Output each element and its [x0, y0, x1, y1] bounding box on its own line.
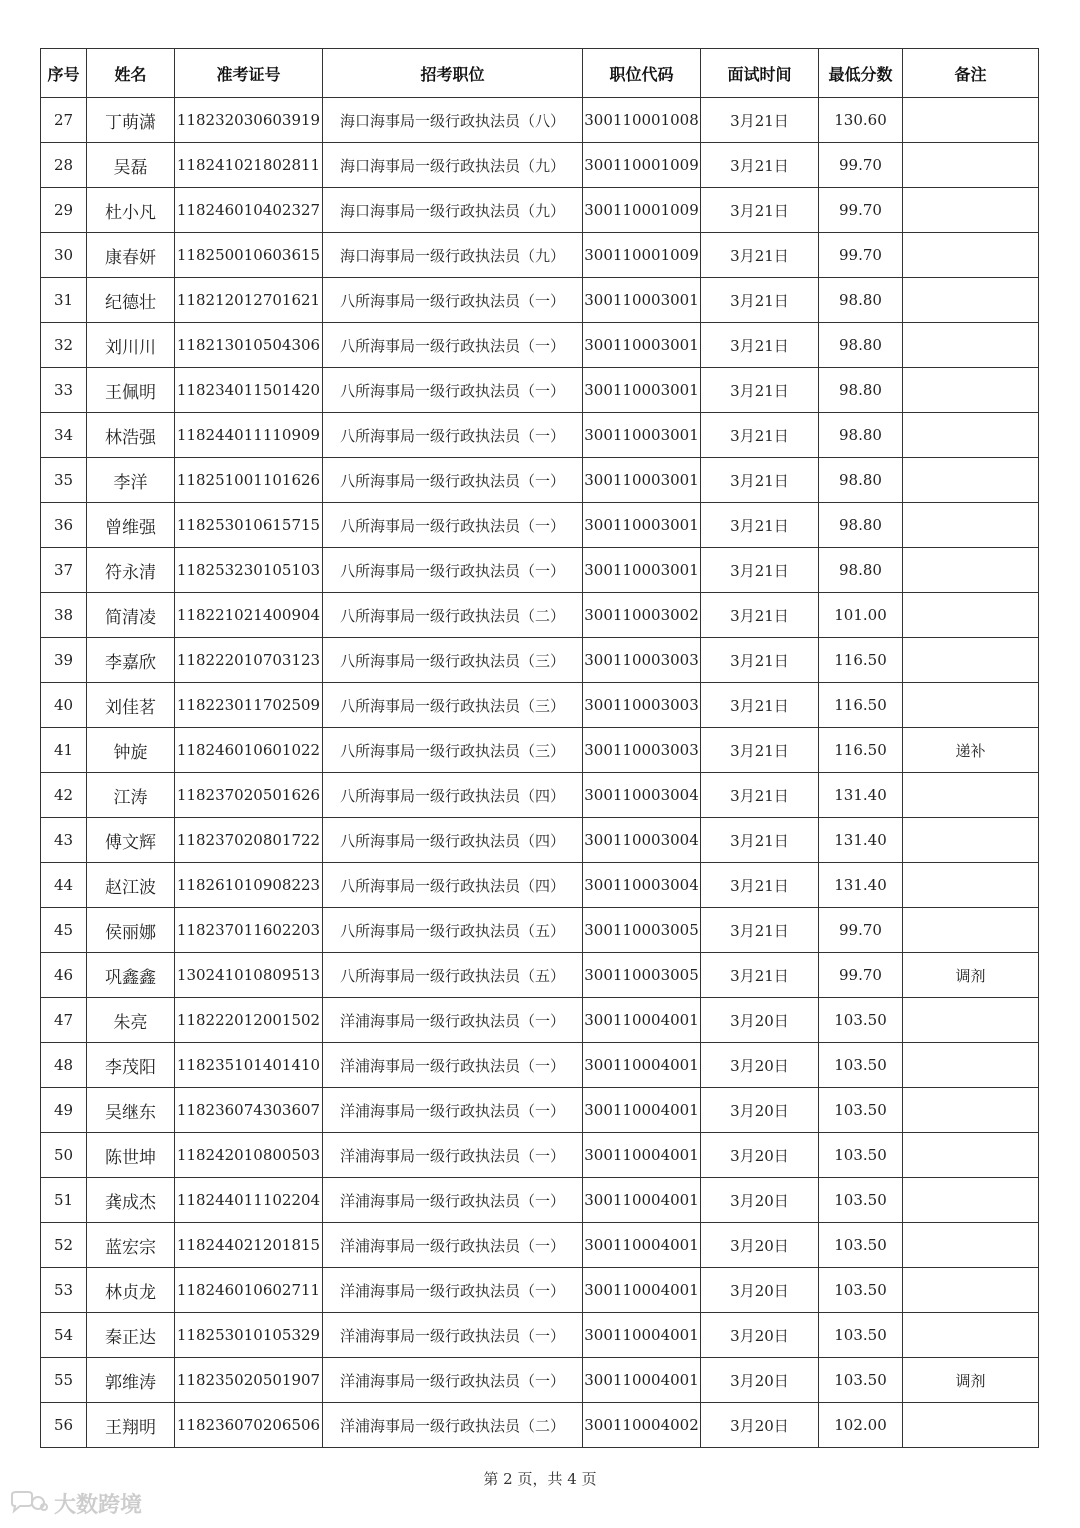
cell-position: 八所海事局一级行政执法员（三）	[323, 638, 583, 683]
cell-name: 刘佳茗	[87, 683, 175, 728]
cell-seq: 28	[41, 143, 87, 188]
cell-remarks	[903, 1178, 1039, 1223]
cell-interview-time: 3月21日	[701, 773, 819, 818]
cell-seq: 47	[41, 998, 87, 1043]
cell-seq: 33	[41, 368, 87, 413]
cell-position: 洋浦海事局一级行政执法员（一）	[323, 1178, 583, 1223]
cell-position: 海口海事局一级行政执法员（九）	[323, 233, 583, 278]
cell-interview-time: 3月21日	[701, 863, 819, 908]
cell-position: 八所海事局一级行政执法员（一）	[323, 503, 583, 548]
cell-remarks	[903, 998, 1039, 1043]
watermark	[8, 1488, 142, 1519]
header-min-score: 最低分数	[819, 49, 903, 98]
cell-seq: 31	[41, 278, 87, 323]
table-body	[41, 98, 1039, 1448]
cell-position-code: 300110003001	[583, 413, 701, 458]
cell-min-score: 99.70	[819, 143, 903, 188]
cell-position: 洋浦海事局一级行政执法员（一）	[323, 1088, 583, 1133]
cell-interview-time: 3月21日	[701, 503, 819, 548]
cell-position: 八所海事局一级行政执法员（五）	[323, 908, 583, 953]
cell-seq: 30	[41, 233, 87, 278]
cell-seq: 50	[41, 1133, 87, 1178]
cell-position-code: 300110003001	[583, 503, 701, 548]
cell-name: 钟旋	[87, 728, 175, 773]
header-exam-id: 准考证号	[175, 49, 323, 98]
cell-position-code: 300110003001	[583, 458, 701, 503]
cell-exam-id: 118213010504306	[175, 323, 323, 368]
cell-seq: 27	[41, 98, 87, 143]
watermark-text: 大数跨境	[54, 1493, 143, 1518]
cell-min-score: 98.80	[819, 368, 903, 413]
table-row	[41, 953, 1039, 998]
cell-min-score: 103.50	[819, 998, 903, 1043]
page-footer: 第 2 页，共 4 页	[483, 1470, 597, 1488]
cell-position-code: 300110003003	[583, 728, 701, 773]
cell-seq: 49	[41, 1088, 87, 1133]
cell-exam-id: 118235020501907	[175, 1358, 323, 1403]
cell-remarks	[903, 1223, 1039, 1268]
cell-exam-id: 118234011501420	[175, 368, 323, 413]
table-row	[41, 1178, 1039, 1223]
cell-min-score: 98.80	[819, 278, 903, 323]
table-row	[41, 233, 1039, 278]
cell-position: 洋浦海事局一级行政执法员（一）	[323, 1223, 583, 1268]
cell-remarks	[903, 188, 1039, 233]
cell-min-score: 103.50	[819, 1088, 903, 1133]
table-row	[41, 278, 1039, 323]
cell-position: 洋浦海事局一级行政执法员（一）	[323, 1313, 583, 1358]
cell-position-code: 300110004001	[583, 1178, 701, 1223]
cell-interview-time: 3月21日	[701, 638, 819, 683]
cell-position: 八所海事局一级行政执法员（一）	[323, 413, 583, 458]
table-row	[41, 368, 1039, 413]
cell-remarks	[903, 143, 1039, 188]
cell-interview-time: 3月20日	[701, 1268, 819, 1313]
table-row	[41, 683, 1039, 728]
cell-position-code: 300110004001	[583, 1133, 701, 1178]
cell-seq: 44	[41, 863, 87, 908]
cell-remarks	[903, 593, 1039, 638]
cell-exam-id: 118244011102204	[175, 1178, 323, 1223]
cell-interview-time: 3月21日	[701, 98, 819, 143]
table-row	[41, 593, 1039, 638]
cell-min-score: 116.50	[819, 638, 903, 683]
cell-min-score: 98.80	[819, 323, 903, 368]
cell-remarks	[903, 458, 1039, 503]
table-row	[41, 818, 1039, 863]
cell-interview-time: 3月21日	[701, 143, 819, 188]
cell-position-code: 300110004002	[583, 1403, 701, 1448]
cell-name: 纪德壮	[87, 278, 175, 323]
cell-seq: 29	[41, 188, 87, 233]
cell-exam-id: 118235101401410	[175, 1043, 323, 1088]
cell-exam-id: 118244011110909	[175, 413, 323, 458]
cell-interview-time: 3月21日	[701, 908, 819, 953]
cell-name: 王翔明	[87, 1403, 175, 1448]
table-row	[41, 728, 1039, 773]
cell-remarks	[903, 1043, 1039, 1088]
cell-min-score: 98.80	[819, 458, 903, 503]
cell-name: 蓝宏宗	[87, 1223, 175, 1268]
cell-seq: 51	[41, 1178, 87, 1223]
cell-name: 林浩强	[87, 413, 175, 458]
table-row	[41, 413, 1039, 458]
cell-remarks	[903, 773, 1039, 818]
cell-min-score: 102.00	[819, 1403, 903, 1448]
table-row	[41, 143, 1039, 188]
cell-position-code: 300110003001	[583, 278, 701, 323]
cell-seq: 38	[41, 593, 87, 638]
cell-exam-id: 118253010615715	[175, 503, 323, 548]
cell-min-score: 131.40	[819, 773, 903, 818]
cell-min-score: 99.70	[819, 188, 903, 233]
cell-seq: 48	[41, 1043, 87, 1088]
cell-name: 龚成杰	[87, 1178, 175, 1223]
table-row	[41, 1268, 1039, 1313]
cell-min-score: 131.40	[819, 818, 903, 863]
cell-position-code: 300110001009	[583, 233, 701, 278]
cell-remarks	[903, 863, 1039, 908]
cell-min-score: 131.40	[819, 863, 903, 908]
table-row	[41, 503, 1039, 548]
cell-exam-id: 118246010601022	[175, 728, 323, 773]
cell-name: 秦正达	[87, 1313, 175, 1358]
cell-seq: 43	[41, 818, 87, 863]
header-remarks: 备注	[903, 49, 1039, 98]
cell-name: 林贞龙	[87, 1268, 175, 1313]
cell-exam-id: 118236074303607	[175, 1088, 323, 1133]
cell-remarks: 递补	[903, 728, 1039, 773]
cell-position-code: 300110003001	[583, 323, 701, 368]
table-row	[41, 1358, 1039, 1403]
table-row	[41, 863, 1039, 908]
cell-seq: 40	[41, 683, 87, 728]
cell-position: 八所海事局一级行政执法员（一）	[323, 368, 583, 413]
cell-interview-time: 3月20日	[701, 1088, 819, 1133]
cell-name: 李洋	[87, 458, 175, 503]
cell-position-code: 300110001009	[583, 143, 701, 188]
cell-position: 八所海事局一级行政执法员（四）	[323, 863, 583, 908]
table-row	[41, 908, 1039, 953]
cell-min-score: 103.50	[819, 1268, 903, 1313]
table-header-row	[41, 49, 1039, 98]
cell-name: 傅文辉	[87, 818, 175, 863]
cell-remarks	[903, 233, 1039, 278]
cell-exam-id: 118221021400904	[175, 593, 323, 638]
cell-position-code: 300110003001	[583, 368, 701, 413]
chat-bubble-logo-icon	[8, 1491, 48, 1517]
header-interview-time: 面试时间	[701, 49, 819, 98]
cell-interview-time: 3月20日	[701, 1133, 819, 1178]
cell-name: 康春妍	[87, 233, 175, 278]
cell-remarks	[903, 1268, 1039, 1313]
cell-interview-time: 3月20日	[701, 1178, 819, 1223]
cell-exam-id: 118246010402327	[175, 188, 323, 233]
cell-exam-id: 130241010809513	[175, 953, 323, 998]
cell-min-score: 101.00	[819, 593, 903, 638]
cell-exam-id: 118223011702509	[175, 683, 323, 728]
cell-name: 侯丽娜	[87, 908, 175, 953]
cell-remarks: 调剂	[903, 953, 1039, 998]
cell-interview-time: 3月21日	[701, 548, 819, 593]
cell-exam-id: 118212012701621	[175, 278, 323, 323]
cell-name: 陈世坤	[87, 1133, 175, 1178]
cell-name: 郭维涛	[87, 1358, 175, 1403]
cell-remarks	[903, 1133, 1039, 1178]
cell-exam-id: 118261010908223	[175, 863, 323, 908]
cell-min-score: 103.50	[819, 1358, 903, 1403]
cell-position-code: 300110003003	[583, 638, 701, 683]
cell-exam-id: 118236070206506	[175, 1403, 323, 1448]
table-row	[41, 1223, 1039, 1268]
cell-seq: 52	[41, 1223, 87, 1268]
cell-exam-id: 118250010603615	[175, 233, 323, 278]
cell-interview-time: 3月21日	[701, 233, 819, 278]
cell-position: 八所海事局一级行政执法员（五）	[323, 953, 583, 998]
table-row	[41, 1313, 1039, 1358]
cell-exam-id: 118241021802811	[175, 143, 323, 188]
cell-position: 八所海事局一级行政执法员（四）	[323, 773, 583, 818]
cell-name: 朱亮	[87, 998, 175, 1043]
table-row	[41, 323, 1039, 368]
cell-interview-time: 3月20日	[701, 1403, 819, 1448]
cell-name: 丁萌潇	[87, 98, 175, 143]
cell-min-score: 99.70	[819, 233, 903, 278]
cell-remarks	[903, 1088, 1039, 1133]
table-row	[41, 188, 1039, 233]
cell-exam-id: 118237020501626	[175, 773, 323, 818]
cell-name: 吴磊	[87, 143, 175, 188]
cell-name: 符永清	[87, 548, 175, 593]
cell-interview-time: 3月21日	[701, 953, 819, 998]
cell-name: 王佩明	[87, 368, 175, 413]
cell-position: 八所海事局一级行政执法员（三）	[323, 683, 583, 728]
table-row	[41, 1403, 1039, 1448]
cell-seq: 32	[41, 323, 87, 368]
cell-position-code: 300110004001	[583, 1313, 701, 1358]
cell-position-code: 300110004001	[583, 1043, 701, 1088]
cell-seq: 37	[41, 548, 87, 593]
cell-position-code: 300110003002	[583, 593, 701, 638]
cell-remarks	[903, 638, 1039, 683]
cell-interview-time: 3月21日	[701, 413, 819, 458]
cell-min-score: 116.50	[819, 683, 903, 728]
cell-remarks	[903, 503, 1039, 548]
cell-min-score: 98.80	[819, 548, 903, 593]
cell-interview-time: 3月20日	[701, 1223, 819, 1268]
cell-min-score: 98.80	[819, 503, 903, 548]
cell-position: 海口海事局一级行政执法员（九）	[323, 188, 583, 233]
cell-interview-time: 3月21日	[701, 458, 819, 503]
cell-position: 洋浦海事局一级行政执法员（一）	[323, 1358, 583, 1403]
table-row	[41, 1088, 1039, 1133]
table-row	[41, 998, 1039, 1043]
cell-exam-id: 118242010800503	[175, 1133, 323, 1178]
cell-position: 八所海事局一级行政执法员（一）	[323, 458, 583, 503]
cell-min-score: 103.50	[819, 1133, 903, 1178]
cell-exam-id: 118222012001502	[175, 998, 323, 1043]
table-row	[41, 638, 1039, 683]
cell-min-score: 130.60	[819, 98, 903, 143]
header-position: 招考职位	[323, 49, 583, 98]
cell-exam-id: 118246010602711	[175, 1268, 323, 1313]
cell-remarks: 调剂	[903, 1358, 1039, 1403]
table-row	[41, 1133, 1039, 1178]
cell-seq: 39	[41, 638, 87, 683]
cell-name: 江涛	[87, 773, 175, 818]
cell-interview-time: 3月20日	[701, 1043, 819, 1088]
cell-interview-time: 3月21日	[701, 278, 819, 323]
cell-exam-id: 118237011602203	[175, 908, 323, 953]
cell-remarks	[903, 1313, 1039, 1358]
header-seq: 序号	[41, 49, 87, 98]
cell-interview-time: 3月21日	[701, 728, 819, 773]
cell-name: 刘川川	[87, 323, 175, 368]
cell-name: 李嘉欣	[87, 638, 175, 683]
table-row	[41, 458, 1039, 503]
cell-seq: 42	[41, 773, 87, 818]
cell-position: 八所海事局一级行政执法员（一）	[323, 548, 583, 593]
cell-position: 洋浦海事局一级行政执法员（一）	[323, 1043, 583, 1088]
cell-seq: 41	[41, 728, 87, 773]
cell-exam-id: 118251001101626	[175, 458, 323, 503]
cell-position-code: 300110004001	[583, 1223, 701, 1268]
cell-interview-time: 3月20日	[701, 1313, 819, 1358]
cell-position-code: 300110003005	[583, 953, 701, 998]
header-position-code: 职位代码	[583, 49, 701, 98]
cell-remarks	[903, 683, 1039, 728]
cell-seq: 35	[41, 458, 87, 503]
cell-position-code: 300110004001	[583, 1088, 701, 1133]
cell-position: 洋浦海事局一级行政执法员（一）	[323, 998, 583, 1043]
cell-min-score: 99.70	[819, 953, 903, 998]
cell-name: 杜小凡	[87, 188, 175, 233]
cell-remarks	[903, 548, 1039, 593]
cell-position: 八所海事局一级行政执法员（一）	[323, 278, 583, 323]
cell-position-code: 300110003003	[583, 683, 701, 728]
cell-exam-id: 118253230105103	[175, 548, 323, 593]
table-row	[41, 98, 1039, 143]
cell-position: 八所海事局一级行政执法员（四）	[323, 818, 583, 863]
cell-remarks	[903, 323, 1039, 368]
cell-position-code: 300110004001	[583, 998, 701, 1043]
cell-position: 海口海事局一级行政执法员（九）	[323, 143, 583, 188]
cell-position: 海口海事局一级行政执法员（八）	[323, 98, 583, 143]
cell-seq: 34	[41, 413, 87, 458]
table-row	[41, 548, 1039, 593]
cell-name: 吴继东	[87, 1088, 175, 1133]
cell-name: 巩鑫鑫	[87, 953, 175, 998]
cell-seq: 36	[41, 503, 87, 548]
cell-min-score: 116.50	[819, 728, 903, 773]
header-name: 姓名	[87, 49, 175, 98]
cell-exam-id: 118253010105329	[175, 1313, 323, 1358]
cell-min-score: 98.80	[819, 413, 903, 458]
cell-exam-id: 118244021201815	[175, 1223, 323, 1268]
cell-position: 八所海事局一级行政执法员（一）	[323, 323, 583, 368]
cell-interview-time: 3月21日	[701, 188, 819, 233]
cell-position-code: 300110004001	[583, 1358, 701, 1403]
cell-name: 李茂阳	[87, 1043, 175, 1088]
cell-exam-id: 118237020801722	[175, 818, 323, 863]
cell-min-score: 99.70	[819, 908, 903, 953]
cell-position-code: 300110003001	[583, 548, 701, 593]
cell-position-code: 300110001008	[583, 98, 701, 143]
cell-exam-id: 118232030603919	[175, 98, 323, 143]
cell-remarks	[903, 98, 1039, 143]
cell-seq: 53	[41, 1268, 87, 1313]
cell-position-code: 300110003004	[583, 863, 701, 908]
cell-position-code: 300110001009	[583, 188, 701, 233]
cell-position: 八所海事局一级行政执法员（二）	[323, 593, 583, 638]
results-table-container	[40, 48, 1038, 1448]
cell-interview-time: 3月20日	[701, 1358, 819, 1403]
cell-remarks	[903, 1403, 1039, 1448]
cell-position-code: 300110004001	[583, 1268, 701, 1313]
cell-seq: 56	[41, 1403, 87, 1448]
cell-min-score: 103.50	[819, 1223, 903, 1268]
cell-position: 洋浦海事局一级行政执法员（一）	[323, 1133, 583, 1178]
cell-position-code: 300110003004	[583, 773, 701, 818]
cell-remarks	[903, 278, 1039, 323]
cell-name: 赵江波	[87, 863, 175, 908]
cell-remarks	[903, 908, 1039, 953]
table-row	[41, 1043, 1039, 1088]
cell-min-score: 103.50	[819, 1313, 903, 1358]
table-row	[41, 773, 1039, 818]
cell-seq: 45	[41, 908, 87, 953]
cell-remarks	[903, 413, 1039, 458]
cell-exam-id: 118222010703123	[175, 638, 323, 683]
cell-position: 洋浦海事局一级行政执法员（一）	[323, 1268, 583, 1313]
cell-interview-time: 3月21日	[701, 368, 819, 413]
cell-interview-time: 3月21日	[701, 593, 819, 638]
cell-name: 简清凌	[87, 593, 175, 638]
cell-min-score: 103.50	[819, 1043, 903, 1088]
cell-interview-time: 3月21日	[701, 323, 819, 368]
cell-seq: 54	[41, 1313, 87, 1358]
cell-interview-time: 3月21日	[701, 818, 819, 863]
cell-position: 洋浦海事局一级行政执法员（二）	[323, 1403, 583, 1448]
cell-interview-time: 3月20日	[701, 998, 819, 1043]
cell-remarks	[903, 368, 1039, 413]
cell-position-code: 300110003005	[583, 908, 701, 953]
cell-seq: 46	[41, 953, 87, 998]
cell-remarks	[903, 818, 1039, 863]
cell-position: 八所海事局一级行政执法员（三）	[323, 728, 583, 773]
cell-interview-time: 3月21日	[701, 683, 819, 728]
cell-min-score: 103.50	[819, 1178, 903, 1223]
cell-position-code: 300110003004	[583, 818, 701, 863]
results-table	[40, 48, 1039, 1448]
cell-seq: 55	[41, 1358, 87, 1403]
cell-name: 曾维强	[87, 503, 175, 548]
